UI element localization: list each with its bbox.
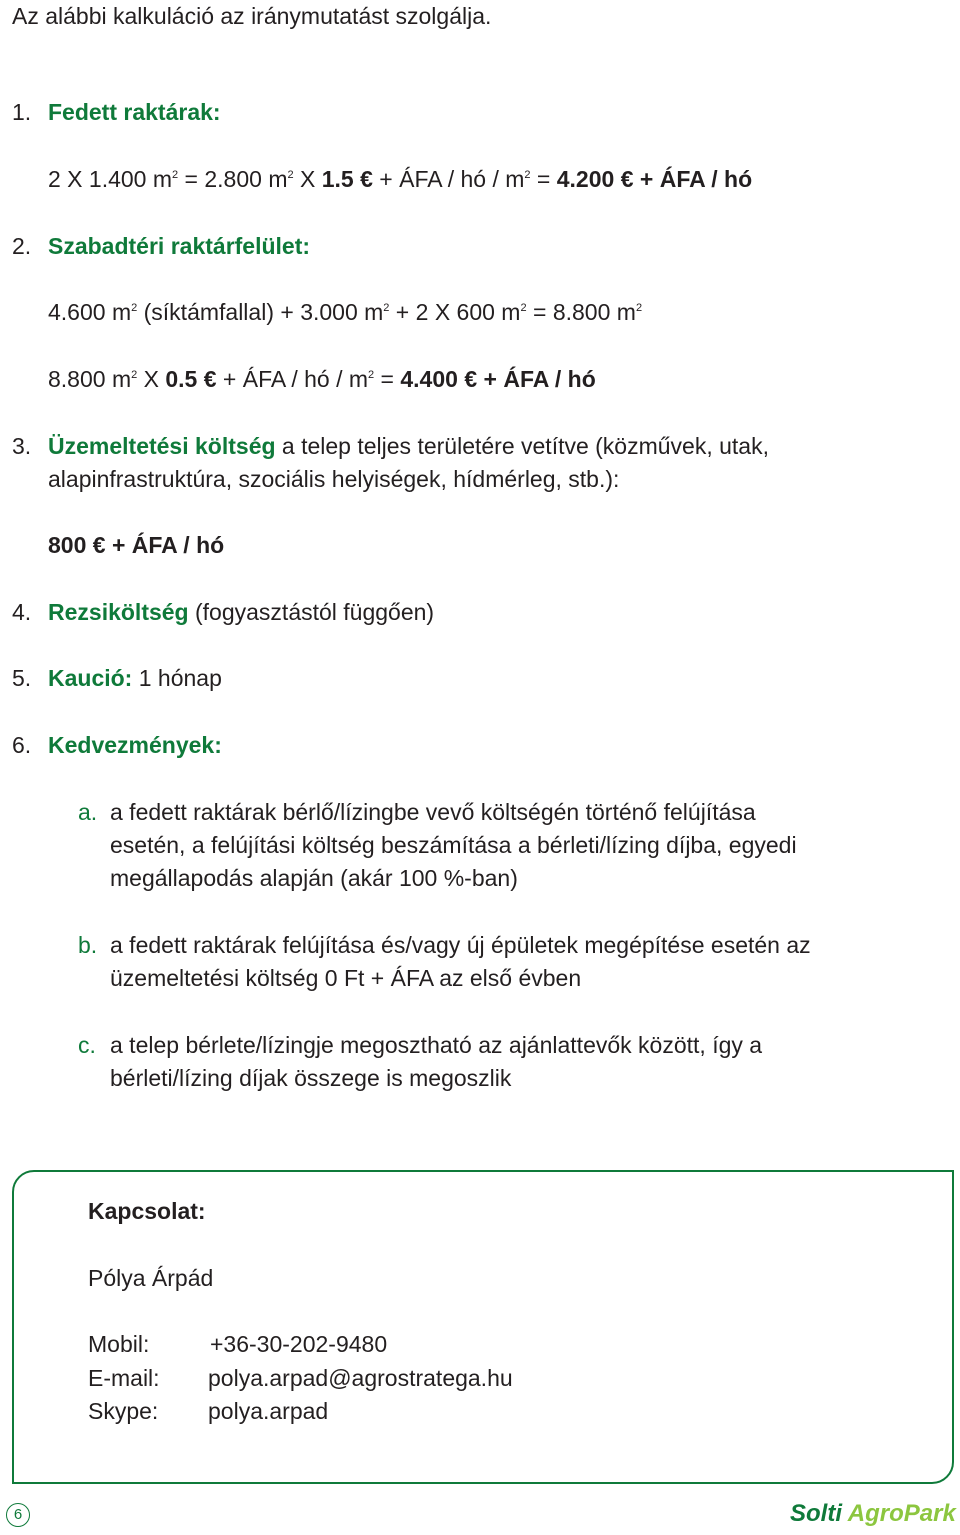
- brand-logo-part-1: Solti: [790, 1500, 842, 1527]
- item-5-number: 5.: [12, 665, 32, 691]
- discount-b-line-1: a fedett raktárak felújítása és/vagy új épületek megépítése esetén az: [110, 932, 811, 958]
- item-1-number: 1.: [12, 99, 32, 125]
- discount-a-line-2: esetén, a felújítási költség beszámítása a bérleti/lízing díjba, egyedi: [110, 832, 797, 858]
- item-4-line: Rezsiköltség (fogyasztástól függően): [48, 599, 435, 625]
- brand-logo-part-2: AgroPark: [847, 1500, 956, 1527]
- item-2-cost-calculation: 8.800 $m^2$ X 0.5 € + ÁFA / hó / $m^2 = 4.400$ € + ÁFA / hó: [48, 366, 596, 392]
- euro-symbol: €: [92, 532, 106, 558]
- euro-symbol: €: [360, 166, 373, 192]
- item-3-number: 3.: [12, 433, 32, 459]
- mobile-label: Mobil:: [88, 1331, 150, 1357]
- email-link[interactable]: polya.arpad@agrostratega.hu: [208, 1365, 513, 1391]
- discount-a-letter: a.: [78, 799, 98, 825]
- contact-name: Pólya Árpád: [88, 1265, 214, 1291]
- brand-logo: [790, 1499, 956, 1529]
- item-3-line-1: Üzemeltetési költség a telep teljes területére vetítve (közművek, utak,: [48, 433, 769, 459]
- euro-symbol: €: [203, 366, 217, 392]
- email-label: E-mail:: [88, 1365, 160, 1391]
- item-3-line-2: alapinfrastruktúra, szociális helyiségek, hídmérleg, stb.):: [48, 466, 620, 492]
- item-4-title: Rezsiköltség: [48, 599, 189, 625]
- item-1-calculation: 2 X 1.400 $m^2 = 2.800$ $m^2$ X 1.5 € + ÁFA / hó / $m^2 = 4.200$ € + ÁFA / hó: [48, 166, 753, 192]
- item-3-title: Üzemeltetési költség: [48, 433, 276, 459]
- discount-c-line-1: a telep bérlete/lízingje megosztható az ajánlattevők között, így a: [110, 1032, 763, 1058]
- item-4-number: 4.: [12, 599, 32, 625]
- euro-symbol: €: [620, 166, 634, 192]
- item-2-number: 2.: [12, 233, 32, 259]
- item-5-title: Kaució:: [48, 665, 133, 691]
- item-2-title: Szabadtéri raktárfelület:: [48, 233, 311, 259]
- item-6-title: Kedvezmények:: [48, 732, 222, 758]
- item-2-area-calculation: 4.600 $m^2$ (síktámfallal) + 3.000 $m^2 + 2$ X 600 $m^2 = 8.800$ $m^2$: [48, 299, 643, 325]
- discount-b-line-2: üzemeltetési költség 0 Ft + ÁFA az első évben: [110, 965, 582, 991]
- item-3-amount: 800 € + ÁFA / hó: [48, 532, 225, 558]
- mobile-value[interactable]: +36-30-202-9480: [210, 1331, 388, 1357]
- item-5-line: Kaució: 1 hónap: [48, 665, 222, 691]
- skype-value[interactable]: polya.arpad: [208, 1398, 329, 1424]
- discount-b-letter: b.: [78, 932, 98, 958]
- discount-c-line-2: bérleti/lízing díjak összege is megoszlik: [110, 1065, 512, 1091]
- item-1-title: Fedett raktárak:: [48, 99, 221, 125]
- contact-heading: Kapcsolat:: [88, 1198, 206, 1224]
- discount-c-letter: c.: [78, 1032, 96, 1058]
- intro-text: Az alábbi kalkuláció az iránymutatást szolgálja.: [12, 3, 492, 29]
- skype-label: Skype:: [88, 1398, 159, 1424]
- discount-a-line-1: a fedett raktárak bérlő/lízingbe vevő költségén történő felújítása: [110, 799, 756, 825]
- item-6-number: 6.: [12, 732, 32, 758]
- page-number-badge: 6: [6, 1503, 30, 1527]
- euro-symbol: €: [464, 366, 478, 392]
- discount-a-line-3: megállapodás alapján (akár 100 %-ban): [110, 865, 518, 891]
